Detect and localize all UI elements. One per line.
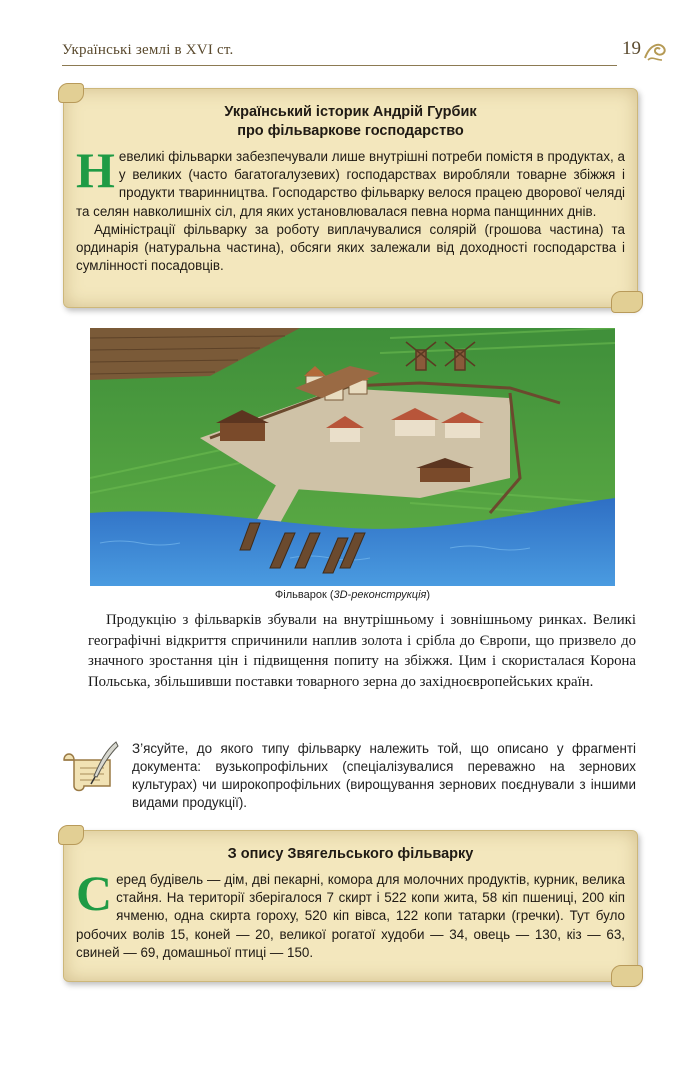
dropcap-letter-2: С — [76, 865, 113, 921]
main-paragraph: Продукцію з фільварків збували на внутрішньому і зовнішньому ринках. Великі географічні відкриття спричинили наплив золота і срібла до Європи, що призвело до значного зростання цін і підвищення попиту на збіжжя. Цим і скористалася Корона Польська, збільшивши поставки товарного зерна до західноєвропейських країн. — [88, 612, 636, 690]
quote-paragraph-1: евеликі фільварки забезпечували лише внутрішні потреби помістя в продуктах, а у великих (часто багатогалузевих) господарствах виробляли товарне збіжжя і продукти тваринництва. Господарство фільварку велося працею дворової челяді та селян навколишніх сіл, для яких установлювалася певна норма панщинних днів. — [76, 149, 625, 219]
quote-title-line1: Український історик Андрій Гурбик — [224, 104, 477, 120]
quote-body — [76, 142, 625, 275]
figure-caption — [90, 589, 615, 601]
inventory-title: З опису Звягельського фільварку — [227, 846, 474, 862]
quote-paragraph-2: Адміністрації фільварку за роботу виплачувалися солярій (грошова частина) та ординарія (натуральна частина), обсяги яких залежали від доходності господарства і сумлінності посадовців. — [76, 221, 625, 274]
task-text: З’ясуйте, до якого типу фільварку належить той, що описано у фрагменті документа: вузькопрофільних (спеціалізувалися переважно на зернових культурах) чи широкопрофільних (вирощування зернових поєднували з іншими видами продукції). — [132, 741, 636, 810]
chapter-title: Українські землі в XVI ст. — [62, 42, 234, 58]
quote-title-line2: про фільваркове господарство — [237, 123, 464, 139]
caption-suffix: ) — [426, 589, 431, 601]
ornament-icon — [642, 38, 668, 64]
page-number: 19 — [622, 38, 641, 59]
caption-prefix: Фільварок ( — [274, 589, 334, 601]
page-header — [62, 40, 662, 68]
inventory-quote-box — [63, 830, 638, 982]
inventory-paragraph: еред будівель — дім, дві пекарні, комора для молочних продуктів, курник, велика стайня. На території зберігалося 7 скирт і 522 копи жита, 58 кіп пшениці, 200 кіп ячменю, одна скирта гороху, 520 кіп вівса, 122 копи татарки (гречки). Тут було робочих волів 15, коней — 20, великої рогатої худоби — 34, овець — 130, кіз — 63, свиней — 69, домашньої птиці — 150. — [76, 872, 625, 960]
historian-quote-box — [63, 88, 638, 308]
dropcap-letter: Н — [76, 142, 115, 198]
header-rule — [62, 65, 617, 66]
caption-italic: 3D-реконструкція — [333, 589, 427, 601]
inventory-body — [76, 865, 625, 962]
quill-scroll-icon — [60, 740, 120, 795]
folwark-3d-illustration — [90, 328, 615, 586]
